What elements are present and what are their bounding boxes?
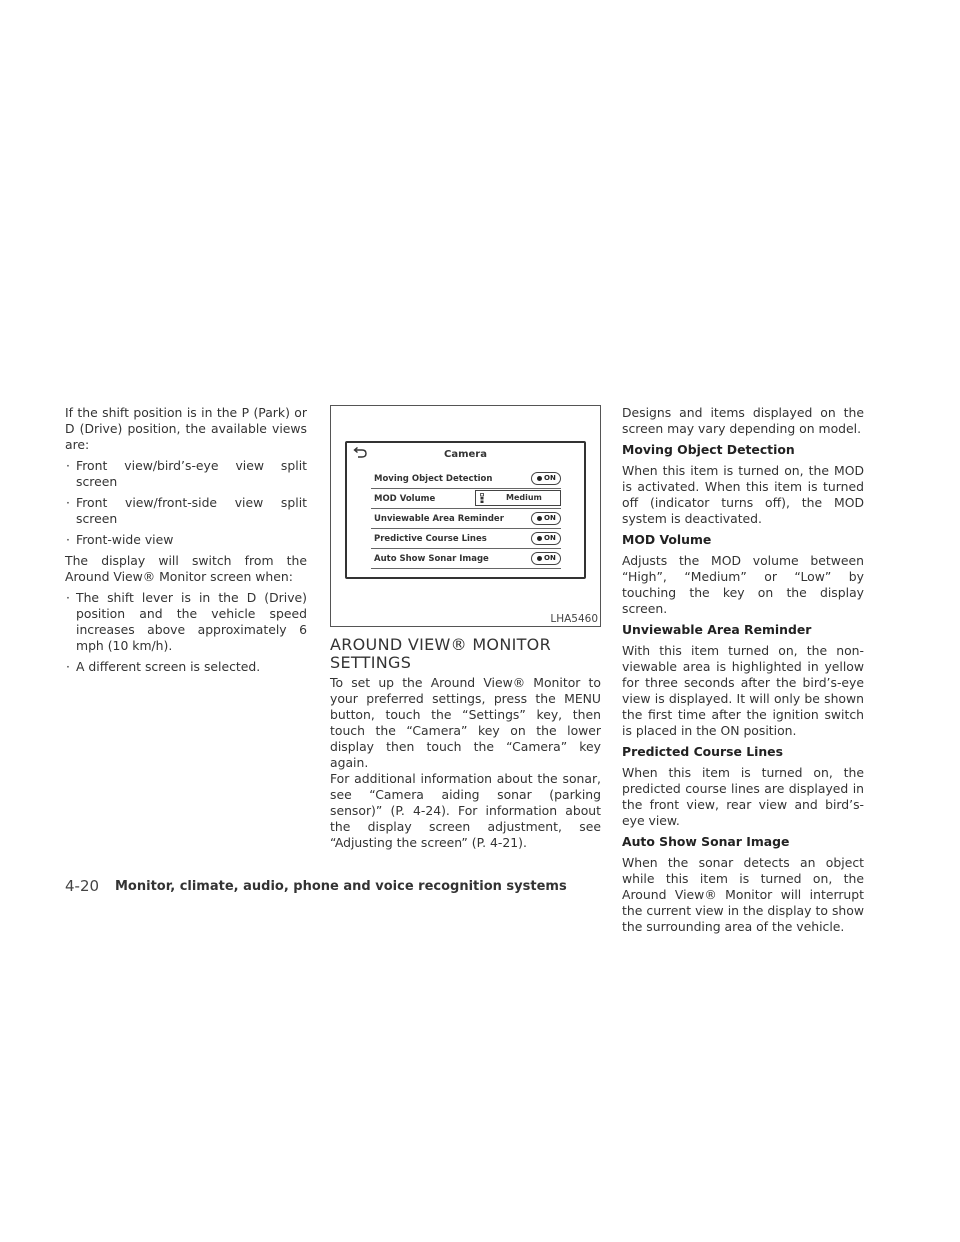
row-label: Auto Show Sonar Image	[374, 554, 489, 564]
item-description: With this item turned on, the non-viewable area is highlighted in yellow for three seconds after the bird’s-eye view is displayed. It will only be shown the first time after the ignition switch is placed in the ON position.	[622, 643, 864, 738]
page-number: 4-20	[65, 877, 100, 895]
menu-row-unviewable-area-reminder[interactable]	[371, 510, 561, 529]
toggle-label: ON	[544, 554, 556, 562]
chapter-title: Monitor, climate, audio, phone and voice recognition systems	[115, 879, 567, 894]
item-title: MOD Volume	[622, 532, 712, 547]
item-title: Auto Show Sonar Image	[622, 834, 790, 849]
menu-row-predictive-course-lines[interactable]	[371, 530, 561, 549]
right-column	[622, 405, 864, 940]
switch-intro: The display will switch from the Around View® Monitor screen when:	[65, 553, 307, 584]
row-label: Unviewable Area Reminder	[374, 514, 504, 524]
row-label: Predictive Course Lines	[374, 534, 487, 544]
views-intro: If the shift position is in the P (Park) or D (Drive) position, the available views are:	[65, 405, 307, 452]
design-note: Designs and items displayed on the screen may vary depending on model.	[622, 405, 864, 436]
toggle-label: ON	[544, 514, 556, 522]
screen-title: Camera	[444, 449, 487, 460]
item-description: When the sonar detects an object while this item is turned on, the Around View® Monitor will interrupt the current view in the display to show the surrounding area of the vehicle.	[622, 855, 864, 934]
indicator-dot-icon	[537, 476, 542, 481]
camera-screen	[345, 441, 586, 579]
reference-paragraph: For additional information about the sonar, see “Camera aiding sonar (parking sensor)” (P. 4-24). For information about the display screen adjustment, see “Adjusting the screen” (P. 4-21).	[330, 771, 601, 850]
menu-row-auto-show-sonar-image[interactable]	[371, 550, 561, 569]
view-item: · Front view/front-side view split screen	[65, 495, 307, 527]
toggle-switch[interactable]	[531, 472, 561, 485]
toggle-label: ON	[544, 534, 556, 542]
item-title: Predicted Course Lines	[622, 744, 783, 759]
item-description: When this item is turned on, the MOD is activated. When this item is turned off (indicator turns off), the MOD system is deactivated.	[622, 463, 864, 526]
item-title: Moving Object Detection	[622, 442, 795, 457]
indicator-dot-icon	[537, 516, 542, 521]
toggle-switch[interactable]	[531, 532, 561, 545]
figure-code: LHA5460	[550, 613, 598, 625]
view-item: · Front-wide view	[65, 532, 307, 548]
indicator-dot-icon	[537, 556, 542, 561]
setup-paragraph: To set up the Around View® Monitor to your preferred settings, press the MENU button, touch the “Settings” key, then touch the “Camera” key on the lower display then touch the “Camera” key again.	[330, 675, 601, 770]
switch-item: · A different screen is selected.	[65, 659, 307, 675]
volume-level-icon	[480, 493, 484, 504]
item-title: Unviewable Area Reminder	[622, 622, 812, 637]
camera-settings-figure	[330, 405, 601, 627]
item-description: Adjusts the MOD volume between “High”, “Medium” or “Low” by touching the key on the display screen.	[622, 553, 864, 616]
row-label: MOD Volume	[374, 494, 436, 504]
menu-row-moving-object-detection[interactable]	[371, 470, 561, 489]
volume-value: Medium	[506, 493, 542, 502]
toggle-switch[interactable]	[531, 552, 561, 565]
section-heading: AROUND VIEW® MONITOR SETTINGS	[330, 635, 551, 672]
left-column	[65, 405, 307, 680]
toggle-label: ON	[544, 474, 556, 482]
indicator-dot-icon	[537, 536, 542, 541]
middle-column	[330, 675, 601, 856]
item-description: When this item is turned on, the predicted course lines are displayed in the front view, rear view and bird’s-eye view.	[622, 765, 864, 828]
view-item: · Front view/bird’s-eye view split screen	[65, 458, 307, 490]
switch-item: · The shift lever is in the D (Drive) position and the vehicle speed increases above approximately 6 mph (10 km/h).	[65, 590, 307, 654]
volume-selector[interactable]	[475, 490, 561, 506]
menu-row-mod-volume[interactable]	[371, 490, 561, 509]
toggle-switch[interactable]	[531, 512, 561, 525]
row-label: Moving Object Detection	[374, 474, 493, 484]
